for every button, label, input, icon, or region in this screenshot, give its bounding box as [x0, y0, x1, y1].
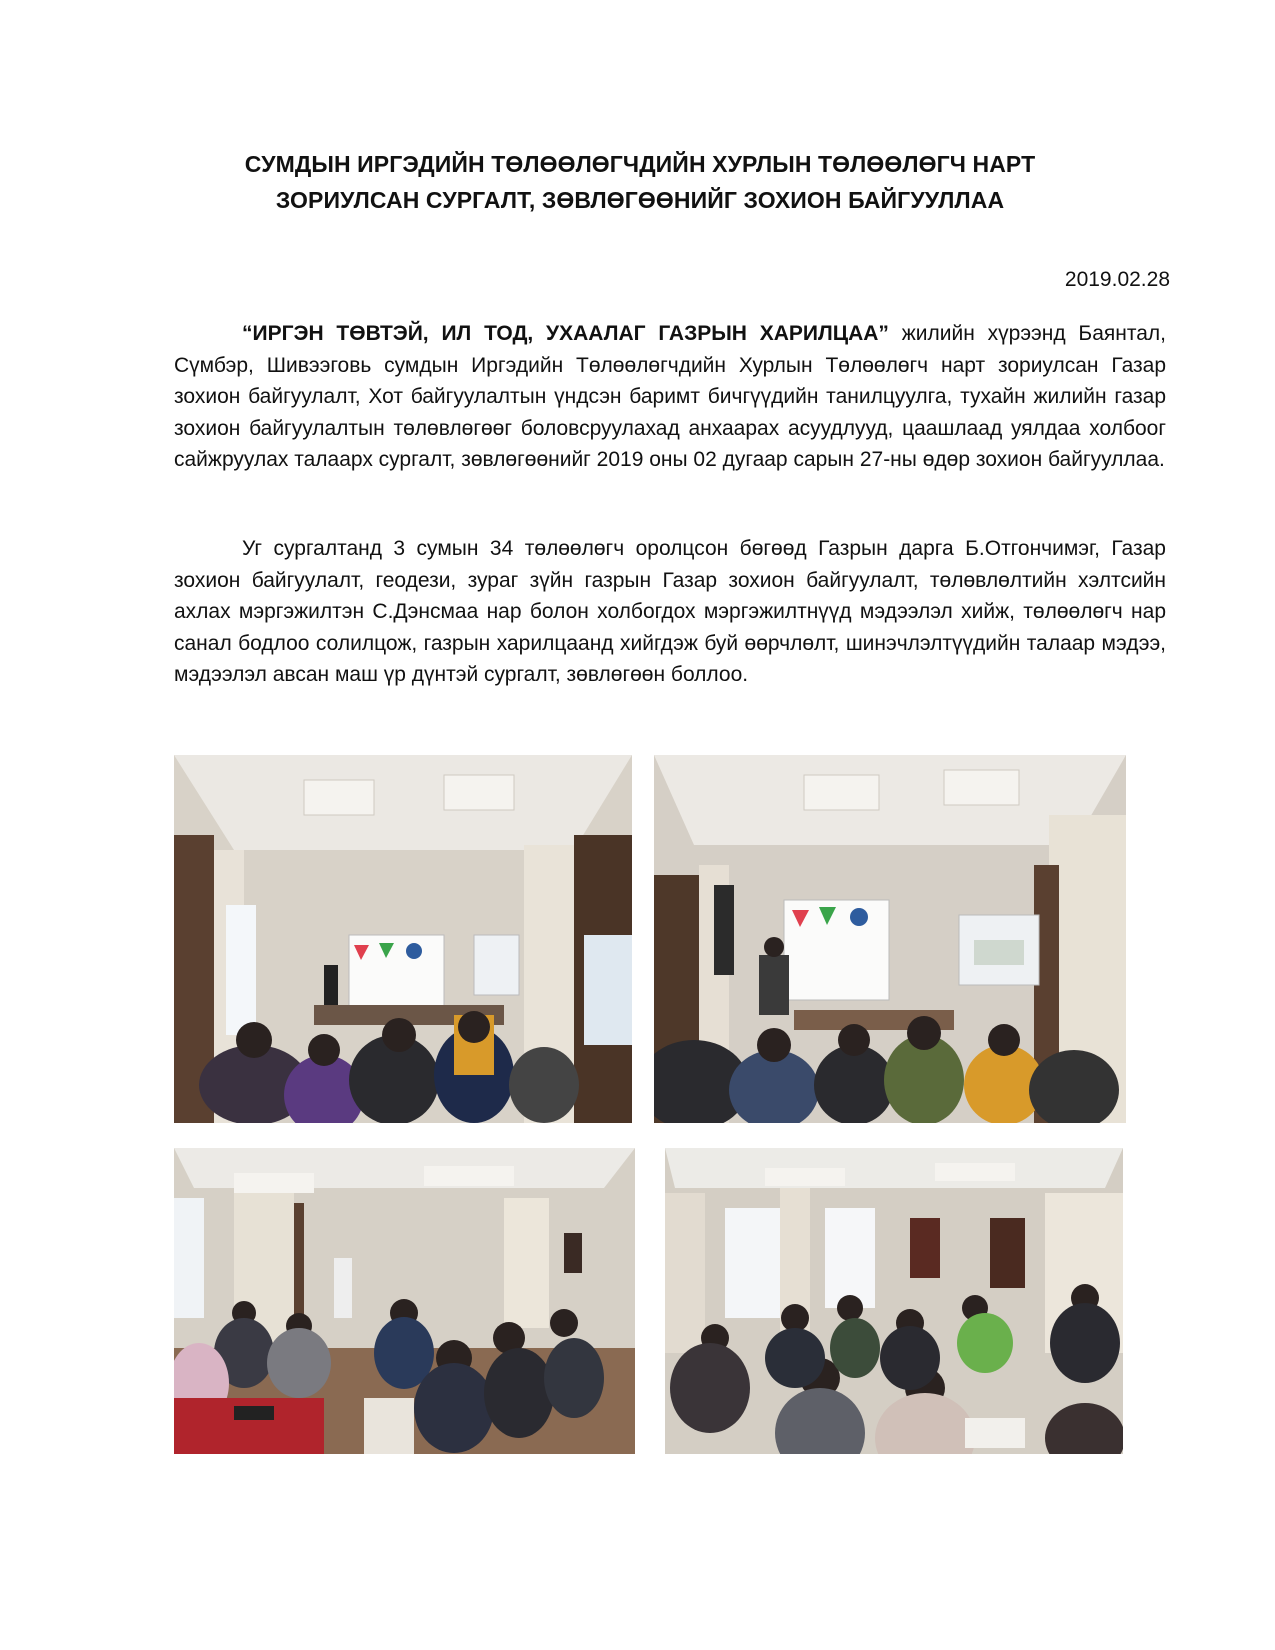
paragraph-1	[174, 318, 1166, 476]
paragraph-1-text: жилийн хүрээнд Баянтал, Сүмбэр, Шивээговь сумдын Иргэдийн Төлөөлөгчдийн Хурлын Төлөөлөгч нарт зориулсан Газар зохион байгуулалт, Хот байгуулалтын үндсэн баримт бичгүүдийн танилцуулга, тухайн жилийн газар зохион байгуулалтын төлөвлөгөөг боловсруулахад анхаарах асуудлууд, цаашлаад уялдаа холбоог сайжруулах талаарх сургалт, зөвлөгөөнийг 2019 оны 02 дугаар сарын 27-ны өдөр зохион байгууллаа.	[174, 322, 1166, 471]
title-line-1: СУМДЫН ИРГЭДИЙН ТӨЛӨӨЛӨГЧДИЙН ХУРЛЫН ТӨЛӨӨЛӨГЧ НАРТ	[244, 151, 1036, 177]
slogan: “ИРГЭН ТӨВТЭЙ, ИЛ ТОД, УХААЛАГ ГАЗРЫН ХАРИЛЦАА”	[242, 322, 889, 345]
page-title	[175, 146, 1105, 218]
photo-audience-front	[174, 1148, 635, 1454]
photo-speaker-podium	[654, 755, 1126, 1123]
title-line-2: ЗОРИУЛСАН СУРГАЛТ, ЗӨВЛӨГӨӨНИЙГ ЗОХИОН БАЙГУУЛЛАА	[275, 187, 1005, 213]
paragraph-2: Уг сургалтанд 3 сумын 34 төлөөлөгч оролцсон бөгөөд Газрын дарга Б.Отгончимэг, Газар зохион байгуулалт, геодези, зураг зүйн газрын Газар зохион байгуулалт, төлөвлөлтийн хэлтсийн ахлах мэргэжилтэн С.Дэнсмаа нар болон холбогдох мэргэжилтнүүд мэдээлэл хийж, төлөөлөгч нар санал бодлоо солилцож, газрын харилцаанд хийгдэж буй өөрчлөлт, шинэчлэлтүүдийн талаар мэдээ, мэдээлэл авсан маш үр дүнтэй сургалт, зөвлөгөөн боллоо.	[174, 537, 1166, 686]
photo-audience-tables	[665, 1148, 1123, 1454]
photo-seminar-presentation	[174, 755, 632, 1123]
date: 2019.02.28	[1064, 268, 1170, 291]
